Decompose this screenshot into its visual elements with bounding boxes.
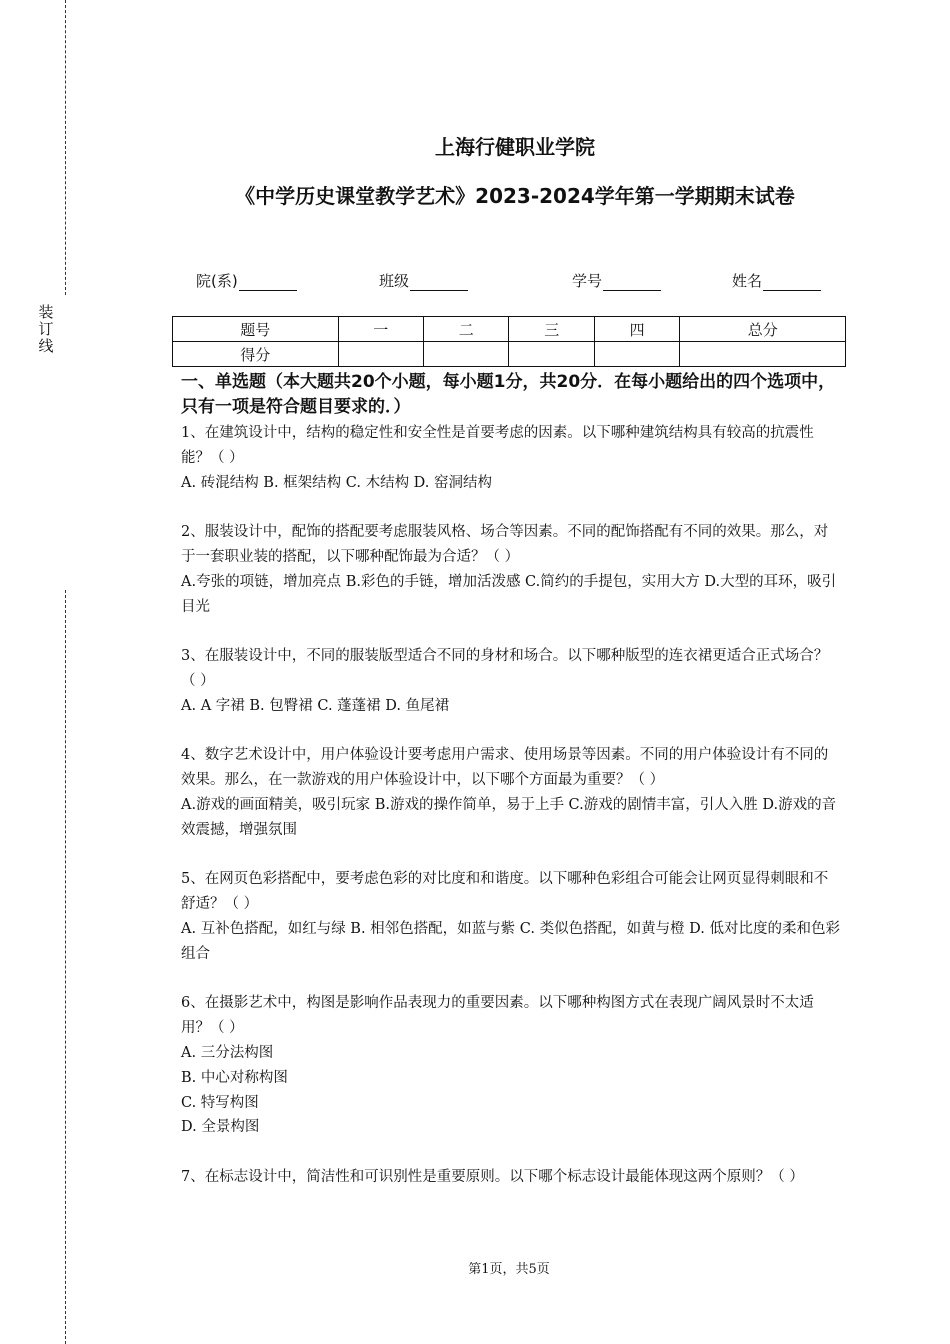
binding-char: 线: [38, 337, 54, 355]
score-table: [172, 316, 846, 367]
question-item: [181, 421, 841, 495]
binding-char: 订: [38, 320, 54, 338]
question-item: [181, 991, 841, 1140]
question-stem: 4、数字艺术设计中，用户体验设计要考虑用户需求、使用场景等因素。不同的用户体验设计有不同的效果。那么，在一款游戏的用户体验设计中，以下哪个方面最为重要？（ ）: [181, 747, 829, 789]
question-options: B. 中心对称构图: [181, 1069, 288, 1086]
question-item: [181, 520, 841, 619]
score-cell: 总分: [680, 317, 846, 342]
section-heading: 一、单选题（本大题共20个小题，每小题1分，共20分．在每小题给出的四个选项中，只有一项是符合题目要求的．）: [181, 372, 836, 417]
score-table-header-row: [173, 317, 846, 342]
score-cell: 得分: [173, 342, 339, 367]
question-options: A.游戏的画面精美，吸引玩家 B.游戏的操作简单，易于上手 C.游戏的剧情丰富，引人入胜 D.游戏的音效震撼，增强氛围: [181, 796, 837, 838]
score-cell: 三: [509, 317, 594, 342]
question-options: C. 特写构图: [181, 1094, 259, 1111]
score-entry-cell[interactable]: [509, 342, 594, 367]
question-stem: 7、在标志设计中，简洁性和可识别性是重要原则。以下哪个标志设计最能体现这两个原则？（ ）: [181, 1168, 804, 1185]
score-cell: 四: [594, 317, 679, 342]
question-list: [181, 421, 841, 1190]
info-label: 院(系): [196, 272, 238, 290]
exam-title: 《中学历史课堂教学艺术》2023-2024学年第一学期期末试卷: [235, 184, 795, 208]
score-table-score-row: [173, 342, 846, 367]
question-item: [181, 867, 841, 966]
question-options: A.夸张的项链，增加亮点 B.彩色的手链，增加活泼感 C.简约的手提包，实用大方 D.大型的耳环，吸引目光: [181, 573, 837, 615]
binding-char: 装: [38, 303, 54, 321]
question-stem: 2、服装设计中，配饰的搭配要考虑服装风格、场合等因素。不同的配饰搭配有不同的效果。那么，对于一套职业装的搭配，以下哪种配饰最为合适？（ ）: [181, 524, 829, 565]
question-stem: 5、在网页色彩搭配中，要考虑色彩的对比度和和谐度。以下哪种色彩组合可能会让网页显得刺眼和不舒适？（ ）: [181, 871, 829, 913]
page-footer: 第1页，共5页: [468, 1262, 550, 1277]
score-cell: 二: [424, 317, 509, 342]
question-options: A. 砖混结构 B. 框架结构 C. 木结构 D. 窑洞结构: [181, 474, 493, 491]
score-entry-cell[interactable]: [338, 342, 423, 367]
info-blank[interactable]: [603, 275, 661, 291]
binding-line-bottom: [65, 590, 66, 1344]
info-department: [196, 270, 297, 291]
question-stem: 1、在建筑设计中，结构的稳定性和安全性是首要考虑的因素。以下哪种建筑结构具有较高的抗震性能？（ ）: [181, 425, 814, 466]
question-stem: 3、在服装设计中，不同的服装版型适合不同的身材和场合。以下哪种版型的连衣裙更适合正式场合？（ ）: [181, 648, 829, 689]
question-options: A. 互补色搭配，如红与绿 B. 相邻色搭配，如蓝与紫 C. 类似色搭配，如黄与橙 D. 低对比度的柔和色彩组合: [181, 920, 841, 962]
score-cell: 题号: [173, 317, 339, 342]
student-info-row: [0, 270, 950, 292]
score-cell: 一: [338, 317, 423, 342]
exam-content: [181, 370, 841, 1215]
school-name: 上海行健职业学院: [435, 135, 595, 159]
binding-label: [37, 304, 55, 355]
info-label: 学号: [572, 272, 603, 290]
info-blank[interactable]: [239, 275, 297, 291]
info-class: [379, 270, 468, 291]
score-entry-cell[interactable]: [594, 342, 679, 367]
info-name: [732, 270, 821, 291]
info-label: 姓名: [732, 272, 763, 290]
score-entry-cell[interactable]: [424, 342, 509, 367]
question-item: [181, 743, 841, 842]
question-options: D. 全景构图: [181, 1119, 260, 1136]
info-blank[interactable]: [410, 275, 468, 291]
question-item: [181, 1165, 841, 1190]
question-stem: 6、在摄影艺术中，构图是影响作品表现力的重要因素。以下哪种构图方式在表现广阔风景时不太适用？（ ）: [181, 995, 814, 1037]
score-entry-cell[interactable]: [680, 342, 846, 367]
question-options: A. A 字裙 B. 包臀裙 C. 蓬蓬裙 D. 鱼尾裙: [181, 697, 450, 714]
info-label: 班级: [379, 272, 410, 290]
question-options: A. 三分法构图: [181, 1044, 274, 1061]
info-blank[interactable]: [763, 275, 821, 291]
question-item: [181, 644, 841, 718]
info-student-id: [572, 270, 661, 291]
